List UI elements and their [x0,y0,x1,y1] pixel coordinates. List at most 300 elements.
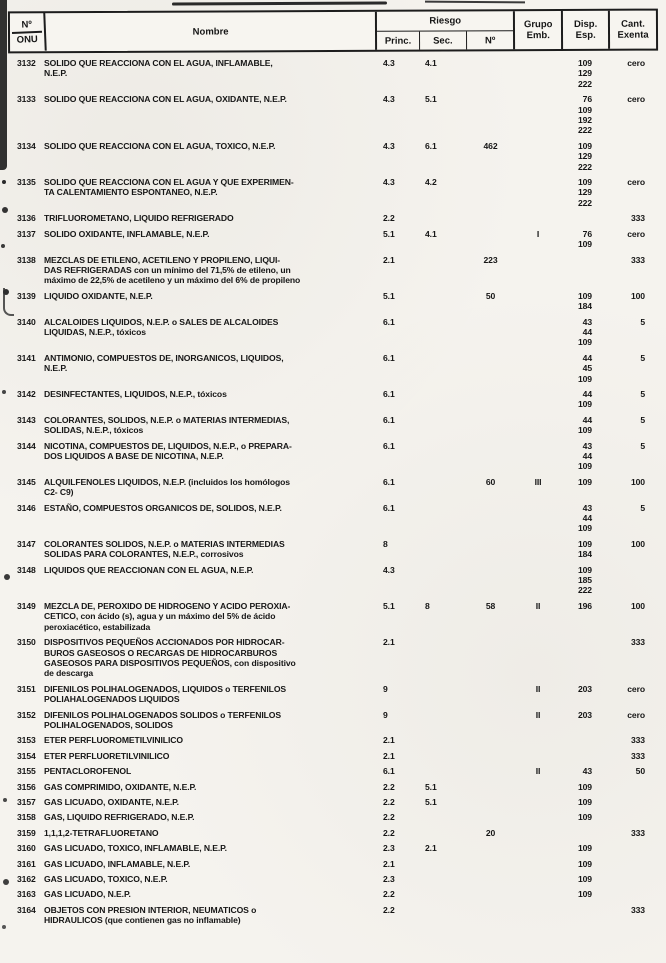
header-onu-line2: ONU [16,33,39,46]
exempt-quantity: 333 [630,213,645,224]
primary-risk: 4.3 [383,564,395,575]
packing-group [514,735,562,745]
exempt-quantity: cero [627,683,645,694]
table-row [8,317,658,348]
name-line: N.E.P. [44,68,68,79]
secondary-risk [419,213,467,223]
substance-name [44,843,376,853]
secondary-risk: 4.1 [425,58,437,68]
packing-group [514,415,562,436]
special-provisions [562,477,609,498]
exempt-quantity [609,889,655,899]
provision-line: 109 [577,796,592,807]
substance-name [44,710,376,731]
onu-number: 3161 [17,858,36,869]
secondary-risk: 5.1 [425,94,437,105]
primary-risk: 2.1 [383,735,395,746]
secondary-risk [419,441,467,472]
primary-risk: 4.3 [383,177,395,188]
special-provisions [562,874,609,884]
header-grupo-line1: Grupo [523,19,553,31]
risk-number [467,812,514,822]
special-provisions [562,213,609,223]
special-provisions [562,141,609,172]
provision-line: 203 [577,709,592,720]
secondary-risk [419,905,467,926]
provision-line: 129 [577,151,592,162]
packing-group [514,255,562,286]
onu-number: 3164 [17,904,36,915]
table-row [8,874,658,884]
exempt-quantity: 5 [640,414,645,425]
packing-group: III [534,476,542,487]
special-provisions [562,843,609,853]
provision-line: 203 [577,683,592,694]
table-row [8,751,658,761]
special-provisions [562,177,609,208]
provision-line: 109 [577,476,592,487]
provision-line: 109 [577,337,592,348]
provision-line: 222 [577,78,592,89]
provision-line: 43 [582,766,592,777]
risk-number [467,735,514,745]
risk-number [467,859,514,869]
primary-risk: 5.1 [383,228,395,239]
exempt-quantity [609,859,655,869]
substance-name [44,539,376,560]
special-provisions [562,828,609,838]
risk-number [467,751,514,761]
packing-group [514,797,562,807]
name-line: LIQUIDOS QUE REACCIONAN CON EL AGUA, N.E.P. [44,564,254,575]
table-row [8,565,658,596]
provision-line: 109 [577,812,592,823]
primary-risk: 2.2 [383,889,395,900]
provision-line: 109 [577,140,592,151]
substance-name [44,905,376,926]
special-provisions [562,415,609,436]
name-line: N.E.P. [44,363,68,374]
secondary-risk [419,889,467,899]
header-grupo-line2: Emb. [526,30,550,42]
provision-line: 44 [582,513,592,524]
table-row [8,503,658,534]
scan-edge-artifact [0,0,7,170]
packing-group [514,905,562,926]
risk-number [467,766,514,776]
primary-risk: 6.1 [383,352,395,363]
header-riesgo-subcolumns [377,31,513,50]
packing-group [514,213,562,223]
onu-number: 3136 [17,213,36,224]
name-line: DESINFECTANTES, LIQUIDOS, N.E.P., tóxicos [44,388,227,399]
name-line: GAS LICUADO, N.E.P. [44,889,131,900]
secondary-risk [419,859,467,869]
name-line: SOLIDO QUE REACCIONA CON EL AGUA Y QUE EXPERIMEN- [44,177,294,188]
exempt-quantity: 333 [630,904,645,915]
name-line: ALQUILFENOLES LIQUIDOS, N.E.P. (incluidos los homólogos [44,476,290,487]
primary-risk: 6.1 [383,476,395,487]
special-provisions [562,539,609,560]
name-line: HIDRAULICOS (que contienen gas no inflamable) [44,915,241,926]
exempt-quantity: 333 [630,735,645,746]
special-provisions [562,291,609,312]
primary-risk: 6.1 [383,440,395,451]
provision-line: 44 [582,388,592,399]
name-line: TRIFLUOROMETANO, LIQUIDO REFRIGERADO [44,213,234,224]
header-cant-exenta [610,11,656,49]
name-line: GASEOSOS PARA DISPOSITIVOS PEQUEÑOS, con dispositivo [44,657,296,668]
substance-name [44,684,376,705]
risk-number: 20 [485,827,496,838]
substance-name [44,229,376,250]
table-row [8,539,658,560]
name-line: ANTIMONIO, COMPUESTOS DE, INORGANICOS, LIQUIDOS, [44,352,284,363]
exempt-quantity [609,141,655,172]
name-line: SOLIDAS, N.E.P., tóxicos [44,425,144,436]
table-row [8,710,658,731]
header-nombre-label: Nombre [192,25,229,38]
table-row [8,291,658,312]
packing-group [514,843,562,853]
risk-number: 462 [483,140,498,151]
name-line: peroxiacético, estabilizada [44,621,151,632]
header-disp-line2: Esp. [575,29,596,41]
packing-group [514,141,562,172]
header-grupo-emb [515,11,563,49]
header-disp-esp [563,11,610,49]
provision-line: 76 [582,94,592,105]
name-line: TA CALENTAMIENTO ESPONTANEO, N.E.P. [44,187,218,198]
scan-topline-artifact [425,1,525,4]
provision-line: 222 [577,197,592,208]
secondary-risk: 2.1 [425,843,437,854]
exempt-quantity [609,797,655,807]
table-row [8,415,658,436]
table-row [8,828,658,838]
packing-group [514,828,562,838]
special-provisions [562,710,609,731]
substance-name [44,353,376,384]
primary-risk: 2.2 [383,781,395,792]
primary-risk: 6.1 [383,414,395,425]
substance-name [44,766,376,776]
provision-line: 222 [577,585,592,596]
packing-group [514,565,562,596]
risk-number [467,889,514,899]
secondary-risk [419,684,467,705]
name-line: DIFENILOS POLIHALOGENADOS SOLIDOS o TERFENILOS [44,709,281,720]
name-line: GAS COMPRIMIDO, OXIDANTE, N.E.P. [44,781,197,792]
onu-number: 3148 [17,564,36,575]
packing-group [514,353,562,384]
substance-name [44,859,376,869]
provision-line: 109 [577,843,592,854]
secondary-risk [419,828,467,838]
packing-group [514,441,562,472]
primary-risk: 2.2 [383,812,395,823]
risk-number [467,94,514,136]
substance-name [44,291,376,312]
header-sec: Sec. [420,31,467,49]
exempt-quantity [609,565,655,596]
risk-number [467,415,514,436]
special-provisions [562,782,609,792]
name-line: ETER PERFLUOROMETILVINILICO [44,735,183,746]
name-line: DIFENILOS POLIHALOGENADOS, LIQUIDOS o TERFENILOS [44,683,287,694]
packing-group: II [535,683,541,694]
primary-risk: 9 [383,683,388,694]
substance-name [44,735,376,745]
special-provisions [562,317,609,348]
special-provisions [562,565,609,596]
substance-name [44,477,376,498]
onu-number: 3153 [17,735,36,746]
packing-group [514,539,562,560]
special-provisions [562,94,609,136]
exempt-quantity: 100 [630,538,645,549]
onu-number: 3157 [17,796,36,807]
header-cant-line1: Cant. [621,18,645,30]
secondary-risk [419,415,467,436]
packing-group [514,782,562,792]
special-provisions [562,766,609,776]
onu-number: 3137 [17,228,36,239]
onu-number: 3162 [17,874,36,884]
exempt-quantity [609,812,655,822]
provision-line: 44 [582,451,592,461]
table-row [8,477,658,498]
table-row [8,389,658,410]
table-body [8,58,658,931]
table-row [8,177,658,208]
onu-number: 3140 [17,316,36,327]
exempt-quantity: 5 [640,352,645,363]
packing-group [514,389,562,410]
exempt-quantity: cero [627,58,645,68]
primary-risk: 2.1 [383,858,395,869]
name-line: GAS LICUADO, INFLAMABLE, N.E.P. [44,858,191,869]
risk-number [467,317,514,348]
provision-line: 109 [577,889,592,900]
exempt-quantity: 333 [630,750,645,761]
name-line: MEZCLA DE, PEROXIDO DE HIDROGENO Y ACIDO PEROXIA- [44,600,291,611]
special-provisions [562,229,609,250]
provision-line: 44 [582,414,592,425]
secondary-risk [419,637,467,679]
risk-number [467,782,514,792]
special-provisions [562,637,609,679]
provision-line: 109 [577,858,592,869]
packing-group [514,859,562,869]
table-row [8,255,658,286]
name-line: LIQUIDAS, N.E.P., tóxicos [44,326,146,337]
name-line: GAS LICUADO, OXIDANTE, N.E.P. [44,796,179,807]
onu-number: 3156 [17,781,36,792]
packing-group [514,177,562,208]
secondary-risk: 6.1 [425,140,437,151]
substance-name [44,94,376,136]
table-row [8,229,658,250]
substance-name [44,177,376,208]
substance-name [44,797,376,807]
secondary-risk [419,565,467,596]
packing-group [514,58,562,89]
table-header [8,9,658,54]
substance-name [44,874,376,884]
substance-name [44,389,376,410]
primary-risk: 6.1 [383,502,395,513]
provision-line: 43 [582,502,592,513]
table-row [8,141,658,172]
provision-line: 43 [582,440,592,451]
name-line: máximo de 22,5% de acetileno y un máximo del 6% de propileno [44,275,301,286]
name-line: 1,1,1,2-TETRAFLUORETANO [44,827,159,838]
provision-line: 109 [577,177,592,188]
secondary-risk [419,317,467,348]
onu-number: 3149 [17,600,36,611]
exempt-quantity: cero [627,228,645,239]
table-row [8,637,658,679]
exempt-quantity: 100 [630,476,645,487]
special-provisions [562,684,609,705]
table-row [8,843,658,853]
risk-number [467,797,514,807]
risk-number: 223 [483,254,498,265]
onu-number: 3151 [17,683,36,694]
name-line: POLIHALOGENADOS, SOLIDOS [44,719,173,730]
substance-name [44,58,376,89]
primary-risk: 6.1 [383,316,395,327]
name-line: de descarga [44,668,94,679]
provision-line: 109 [577,104,592,115]
secondary-risk: 5.1 [425,796,437,807]
risk-number [467,177,514,208]
exempt-quantity: 100 [630,290,645,301]
packing-group [514,291,562,312]
risk-number [467,684,514,705]
exempt-quantity [609,843,655,853]
risk-number [467,637,514,679]
name-line: MEZCLAS DE ETILENO, ACETILENO Y PROPILENO, LIQUI- [44,254,281,265]
special-provisions [562,797,609,807]
primary-risk: 2.2 [383,796,395,807]
provision-line: 109 [577,781,592,792]
provision-line: 109 [577,425,592,436]
exempt-quantity: 100 [630,600,645,611]
primary-risk: 8 [383,538,388,549]
packing-group [514,889,562,899]
onu-number: 3146 [17,502,36,513]
name-line: GAS LICUADO, TOXICO, INFLAMABLE, N.E.P. [44,843,227,854]
special-provisions [562,601,609,632]
substance-name [44,812,376,822]
provision-line: 43 [582,316,592,327]
header-nombre [46,12,378,51]
risk-number [467,213,514,223]
scan-topline-artifact [172,1,387,5]
special-provisions [562,255,609,286]
substance-name [44,213,376,223]
provision-line: 184 [577,549,592,560]
substance-name [44,601,376,632]
onu-number: 3141 [17,352,36,363]
primary-risk: 9 [383,709,388,720]
name-line: PENTACLOROFENOL [44,766,132,777]
name-line: ETER PERFLUORETILVINILICO [44,750,170,761]
exempt-quantity [609,782,655,792]
packing-group: II [535,709,541,720]
onu-number: 3135 [17,177,36,188]
risk-number [467,353,514,384]
secondary-risk: 4.1 [425,228,437,239]
substance-name [44,317,376,348]
exempt-quantity: cero [627,709,645,720]
onu-number: 3158 [17,812,36,823]
primary-risk: 2.1 [383,637,395,648]
packing-group [514,812,562,822]
substance-name [44,828,376,838]
risk-number: 58 [485,600,496,611]
primary-risk: 5.1 [383,290,395,301]
provision-line: 109 [577,373,592,384]
risk-number [467,539,514,560]
name-line: ESTAÑO, COMPUESTOS ORGANICOS DE, SOLIDOS, N.E.P. [44,502,282,513]
packing-group [514,94,562,136]
secondary-risk [419,735,467,745]
table-row [8,441,658,472]
provision-line: 192 [577,115,592,126]
header-disp-line1: Disp. [573,18,598,30]
provision-line: 129 [577,68,592,79]
name-line: DISPOSITIVOS PEQUEÑOS ACCIONADOS POR HIDROCAR- [44,637,285,648]
special-provisions [562,812,609,822]
exempt-quantity: cero [627,94,645,105]
secondary-risk [419,389,467,410]
risk-number [467,503,514,534]
secondary-risk: 5.1 [425,781,437,792]
packing-group [514,503,562,534]
onu-number: 3154 [17,750,36,761]
primary-risk: 2.1 [383,254,395,265]
packing-group [514,751,562,761]
risk-number [467,441,514,472]
onu-number: 3155 [17,766,36,777]
special-provisions [562,58,609,89]
risk-number [467,229,514,250]
onu-number: 3133 [17,94,36,105]
name-line: DOS LIQUIDOS A BASE DE NICOTINA, N.E.P. [44,451,224,461]
onu-number: 3132 [17,58,36,68]
table-row [8,859,658,869]
name-line: COLORANTES SOLIDOS, N.E.P. o MATERIAS INTERMEDIAS [44,538,285,549]
exempt-quantity [609,874,655,884]
provision-line: 222 [577,125,592,136]
substance-name [44,255,376,286]
secondary-risk: 4.2 [425,177,437,188]
name-line: OBJETOS CON PRESION INTERIOR, NEUMATICOS o [44,904,257,915]
table-row [8,94,658,136]
secondary-risk [419,353,467,384]
name-line: BUROS GASEOSOS O RECARGAS DE HIDROCARBUROS [44,647,278,658]
risk-number [467,874,514,884]
risk-number [467,905,514,926]
exempt-quantity: 333 [630,827,645,838]
name-line: CETICO, con ácido (s), agua y un máximo del 5% de ácido [44,611,276,622]
substance-name [44,637,376,679]
risk-number [467,58,514,89]
name-line: SOLIDO QUE REACCIONA CON EL AGUA, INFLAMABLE, [44,58,273,68]
